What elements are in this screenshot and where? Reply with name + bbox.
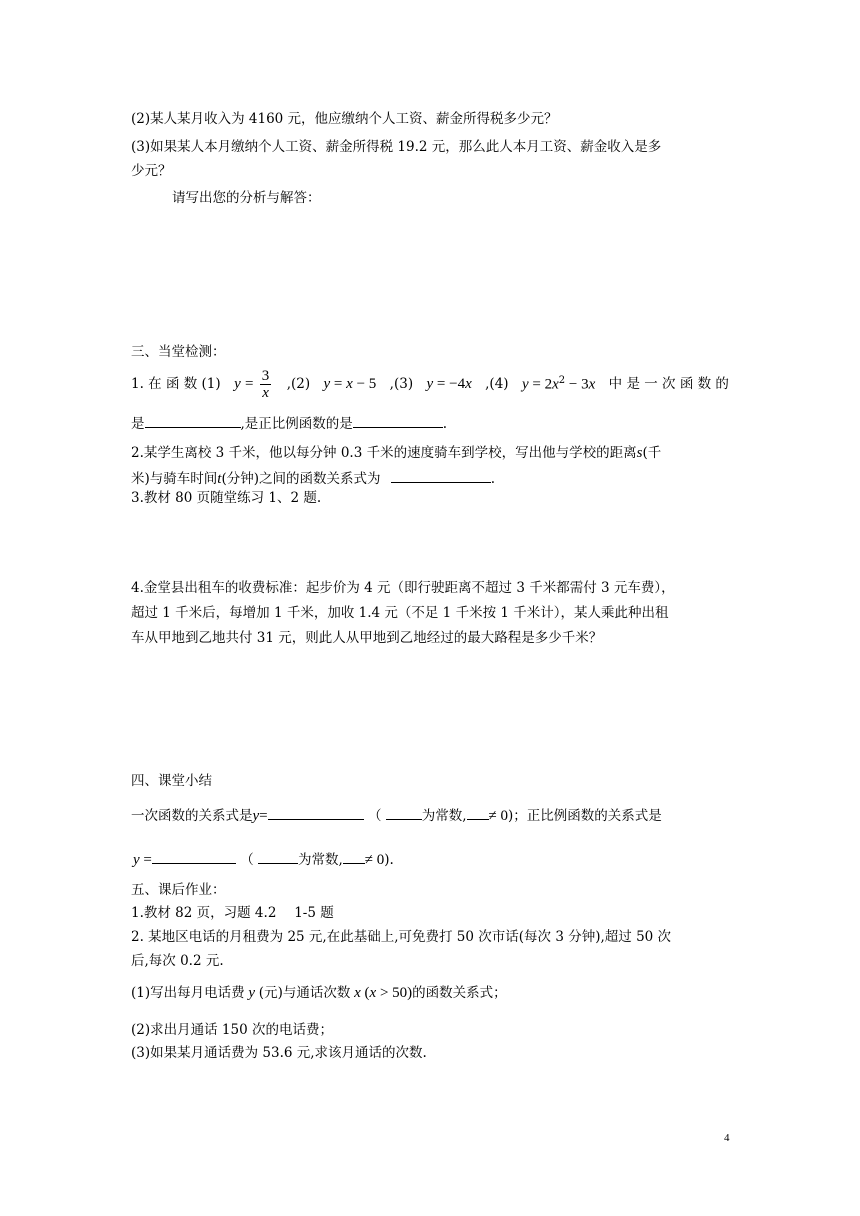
exercise-3: 3.教材 80 页随堂练习 1、2 题.: [131, 490, 322, 506]
exercise-1-prefix: 1. 在 函 数 (1): [131, 375, 221, 392]
exercise-2-line-1: 2.某学生离校 3 千米，他以每分钟 0.3 千米的速度骑车到学校，写出他与学校的距离s(千: [131, 445, 662, 461]
section-3-heading: 三、当堂检测：: [131, 344, 226, 360]
function-3: y = −4x: [426, 376, 472, 392]
analysis-prompt: 请写出您的分析与解答：: [172, 190, 321, 206]
question-3-line-2: 少元？: [131, 163, 172, 179]
section-4-heading: 四、课堂小结: [131, 773, 212, 789]
answer-blank[interactable]: [391, 469, 491, 483]
exercise-1-line-1: [131, 368, 729, 401]
answer-blank[interactable]: [386, 806, 422, 820]
exercise-1-suffix: 中 是 一 次 函 数 的: [608, 375, 729, 392]
homework-2-sub-2: (2)求出月通话 150 次的电话费；: [131, 1022, 333, 1038]
answer-blank[interactable]: [268, 806, 364, 820]
homework-2-sub-1: (1)写出每月电话费 y (元)与通话次数 x (x > 50)的函数关系式；: [131, 985, 507, 1001]
summary-line-2: y = （ 为常数, ≠ 0).: [133, 852, 394, 868]
exercise-1-line-2: 是 ,是正比例函数的是 .: [131, 416, 448, 432]
homework-1: 1.教材 82 页，习题 4.2 1-5 题: [131, 905, 334, 921]
item-2-label: ,(2): [286, 375, 311, 392]
exercise-4-line-2: 超过 1 千米后，每增加 1 千米，加收 1.4 元（不足 1 千米按 1 千米计），某人乘此种出租: [131, 605, 669, 621]
page-number: 4: [724, 1132, 730, 1144]
question-2: (2)某人某月收入为 4160 元，他应缴纳个人工资、薪金所得税多少元？: [131, 111, 558, 127]
function-2: y = x − 5: [323, 376, 377, 392]
homework-2-line-2: 后,每次 0.2 元.: [131, 953, 224, 969]
answer-blank[interactable]: [343, 850, 365, 864]
function-4: $y = 2x^2 - 3x$: [521, 375, 596, 393]
exercise-4-line-3: 车从甲地到乙地共付 31 元，则此人从甲地到乙地经过的最大路程是多少千米？: [131, 630, 603, 646]
answer-blank[interactable]: [145, 414, 241, 428]
function-1: y = $\frac{3}{x}$: [234, 368, 270, 401]
homework-2-line-1: 2. 某地区电话的月租费为 25 元,在此基础上,可免费打 50 次市话(每次 3 分钟),超过 50 次: [131, 929, 672, 945]
answer-blank[interactable]: [258, 850, 298, 864]
section-5-heading: 五、课后作业：: [131, 882, 226, 898]
homework-2-sub-3: (3)如果某月通话费为 53.6 元,求该月通话的次数.: [131, 1045, 427, 1061]
summary-line-1: 一次函数的关系式是y= （ 为常数, ≠ 0)；正比例函数的关系式是: [131, 808, 662, 824]
item-3-label: ,(3): [389, 375, 414, 392]
exercise-4-line-1: 4.金堂县出租车的收费标准：起步价为 4 元（即行驶距离不超过 3 千米都需付 3 元车费），: [131, 580, 675, 596]
answer-blank[interactable]: [353, 414, 443, 428]
answer-blank[interactable]: [152, 850, 236, 864]
exercise-2-line-2: 米)与骑车时间t(分钟)之间的函数关系式为 .: [131, 471, 496, 487]
question-3-line-1: (3)如果某人本月缴纳个人工资、薪金所得税 19.2 元，那么此人本月工资、薪金收入是多: [131, 139, 662, 155]
item-4-label: ,(4): [485, 375, 509, 392]
answer-blank[interactable]: [467, 806, 489, 820]
